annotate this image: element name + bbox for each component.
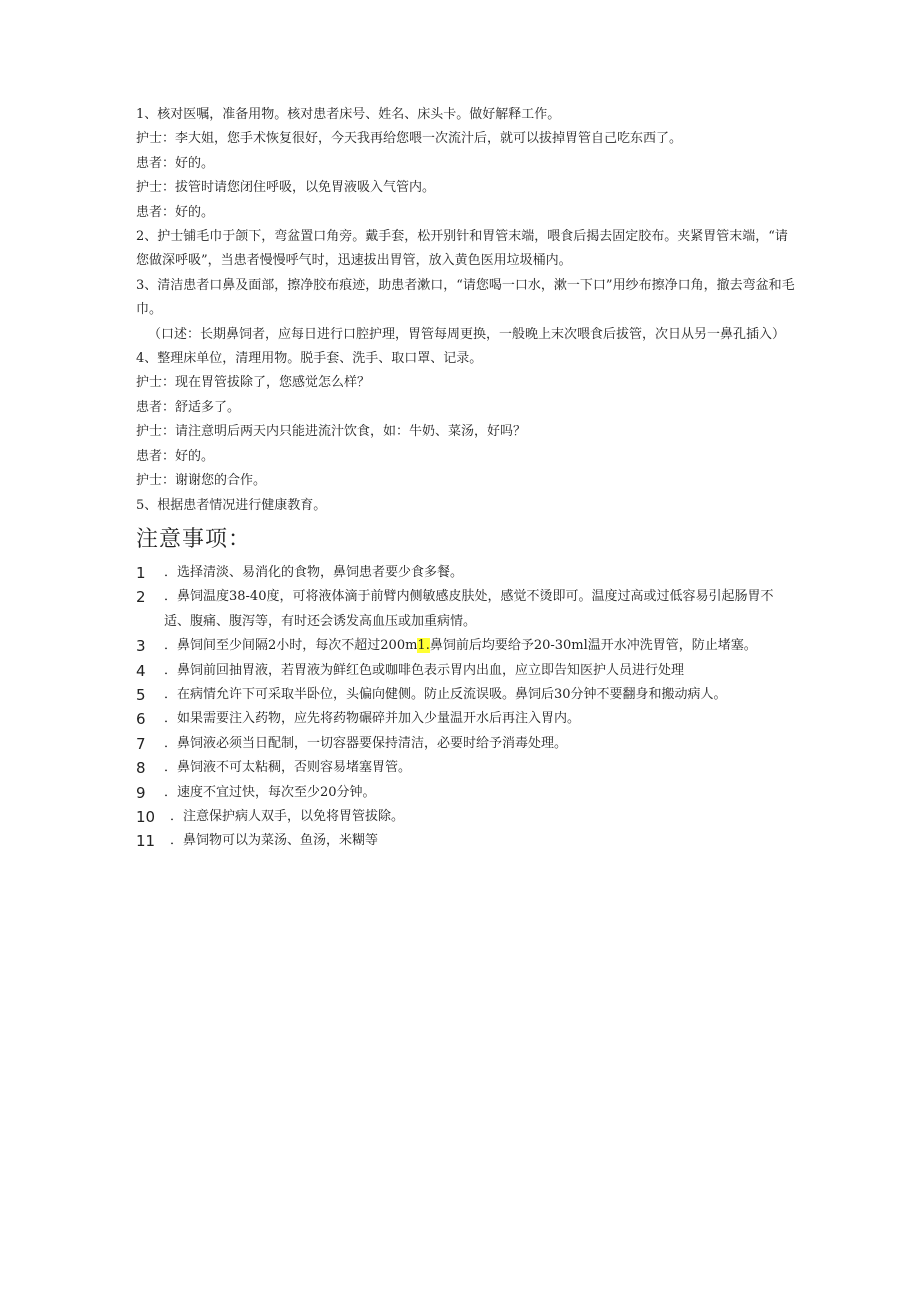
- note-text: ．鼻饲液不可太粘稠，否则容易堵塞胃管。: [164, 760, 412, 776]
- dialogue-patient-1: 患者：好的。: [136, 155, 215, 171]
- step-2: 2、护士铺毛巾于颌下，弯盆置口角旁。戴手套，松开别针和胃管末端，喂食后揭去固定胶布。夹紧胃管末端，“请您做深呼吸”，当患者慢慢呼气时，迅速拔出胃管，放入黄色医用垃圾桶内。: [136, 229, 788, 269]
- note-text: ．鼻饲物可以为菜汤、鱼汤，米糊等: [170, 833, 379, 849]
- dialogue-nurse-1: 护士：李大姐，您手术恢复很好，今天我再给您喂一次流汁后，就可以拔掉胃管自己吃东西了。: [136, 131, 683, 147]
- note-text: ．鼻饲前回抽胃液，若胃液为鲜红色或咖啡色表示胃内出血，应立即告知医护人员进行处理: [164, 662, 685, 678]
- note-item: [136, 683, 796, 707]
- note-text: ．如果需要注入药物，应先将药物碾碎并加入少量温开水后再注入胃内。: [164, 711, 581, 727]
- note-text: ．速度不宜过快，每次至少20分钟。: [164, 784, 376, 800]
- note-number: 8: [136, 759, 146, 778]
- note-text: ．注意保护病人双手，以免将胃管拔除。: [170, 808, 405, 824]
- note-number: 10: [136, 807, 156, 826]
- note-text-part: 鼻饲前后均要给予20-30ml温开水冲洗胃管，防止堵塞。: [429, 638, 757, 654]
- dialogue-patient-4: 患者：好的。: [136, 448, 215, 464]
- note-item: [136, 707, 796, 731]
- note-item: [136, 585, 796, 634]
- step-1: 1、核对医嘱，准备用物。核对患者床号、姓名、床头卡。做好解释工作。: [136, 107, 561, 122]
- step-5: 5、根据患者情况进行健康教育。: [136, 497, 327, 513]
- note-number: 2: [136, 588, 146, 607]
- note-text: [164, 634, 796, 658]
- note-number: 3: [136, 637, 146, 656]
- dialogue-patient-3: 患者：舒适多了。: [136, 399, 241, 415]
- step-3: 3、清洁患者口鼻及面部，擦净胶布痕迹，助患者漱口，“请您喝一口水，漱一下口”用纱布擦净口角，撤去弯盆和毛巾。: [136, 277, 795, 318]
- note-number: 7: [136, 734, 146, 753]
- note-number: 1: [136, 563, 146, 582]
- dialogue-patient-2: 患者：好的。: [136, 204, 215, 220]
- note-number: 9: [136, 783, 146, 802]
- dialogue-nurse-5: 护士：谢谢您的合作。: [136, 473, 267, 489]
- oral-note: （口述：长期鼻饲者，应每日进行口腔护理，胃管每周更换，一般晚上末次喂食后拔管，次日从另一鼻孔插入）: [148, 326, 786, 342]
- dialogue-nurse-2: 护士：拔管时请您闭住呼吸，以免胃液吸入气管内。: [136, 180, 436, 196]
- document-page: [136, 103, 796, 854]
- note-text: ．鼻饲液必须当日配制，一切容器要保持清洁，必要时给予消毒处理。: [164, 735, 568, 751]
- note-number: 11: [136, 832, 156, 851]
- note-item: [136, 756, 796, 780]
- note-text: ．鼻饲温度38-40度，可将液体滴于前臂内侧敏感皮肤处，感觉不烫即可。温度过高或过低容易引起肠胃不适、腹痛、腹泻等，有时还会诱发高血压或加重病情。: [164, 589, 774, 629]
- note-item: [136, 659, 796, 683]
- note-item: [136, 781, 796, 805]
- note-number: 4: [136, 661, 146, 680]
- note-item: [136, 561, 796, 585]
- step-4: 4、整理床单位，清理用物。脱手套、洗手、取口罩、记录。: [136, 351, 483, 367]
- note-item: [136, 634, 796, 658]
- notes-list: [136, 561, 796, 854]
- note-number: 5: [136, 685, 146, 704]
- dialogue-nurse-3: 护士：现在胃管拔除了，您感觉怎么样？: [136, 375, 371, 391]
- note-item: [136, 829, 796, 853]
- note-text: ．在病情允许下可采取半卧位，头偏向健侧。防止反流误吸。鼻饲后30分钟不要翻身和搬动病人。: [164, 686, 727, 702]
- note-item: [136, 805, 796, 829]
- note-item: [136, 732, 796, 756]
- dialogue-nurse-4: 护士：请注意明后两天内只能进流汁饮食，如：牛奶、菜汤，好吗？: [136, 424, 527, 440]
- note-text: ．选择清淡、易消化的食物，鼻饲患者要少食多餐。: [164, 564, 464, 580]
- note-number: 6: [136, 710, 146, 729]
- notes-heading: 注意事项：: [136, 526, 252, 552]
- highlighted-text: 1.: [417, 638, 430, 654]
- note-text-part: ．鼻饲间至少间隔2小时，每次不超过200m: [164, 638, 418, 654]
